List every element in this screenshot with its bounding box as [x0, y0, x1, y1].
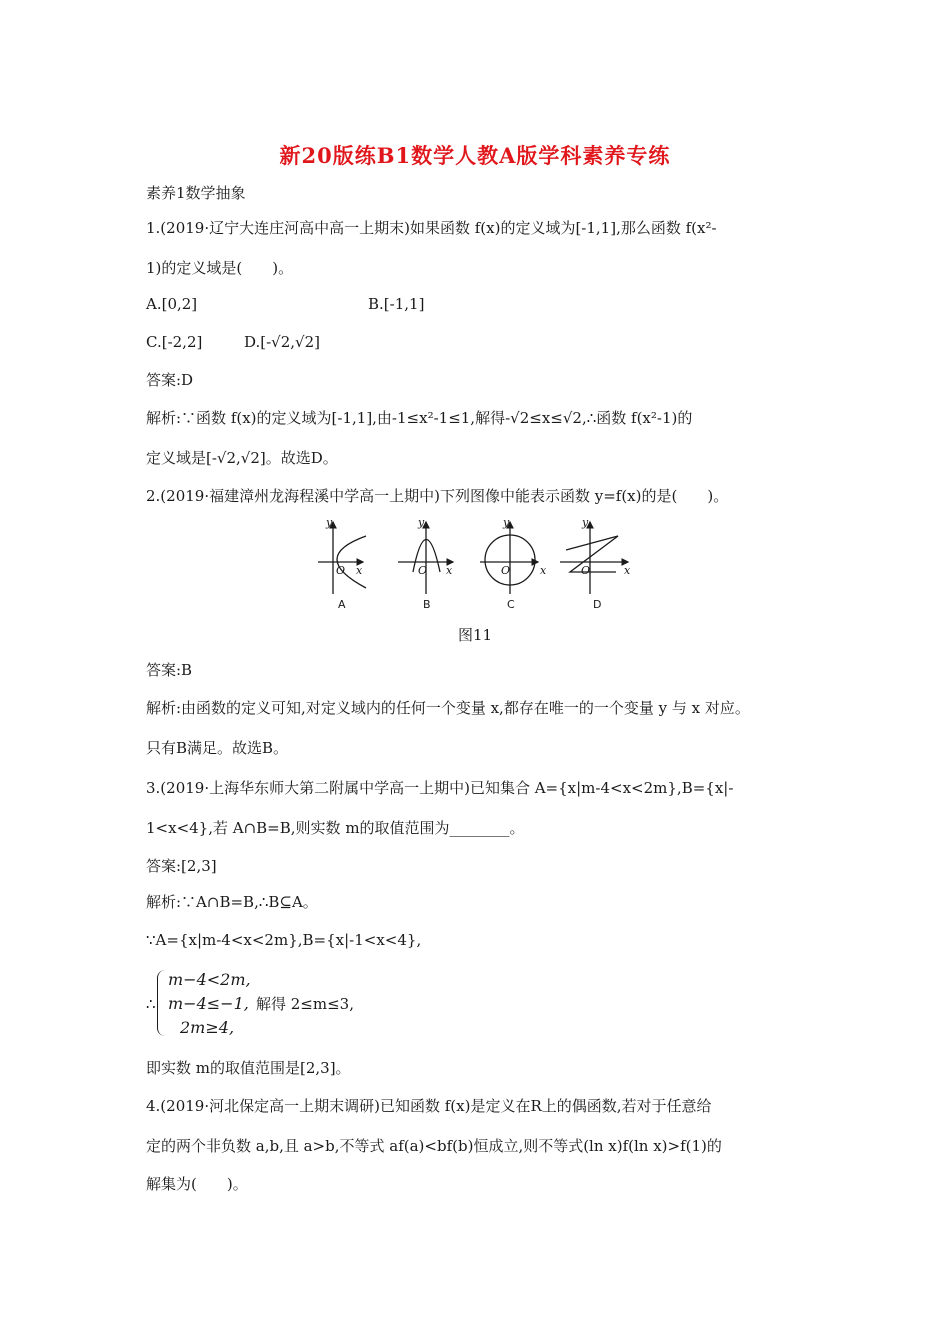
graph-c-label: C: [507, 598, 515, 611]
graph-c-x-label: x: [540, 564, 547, 577]
graph-a-origin: O: [336, 564, 346, 577]
q4-stem-line3: 解集为( )。: [146, 1175, 248, 1193]
graph-b-y-label: y: [418, 516, 425, 529]
system-eq2: m−4≤−1,: [168, 994, 249, 1013]
graph-b-origin: O: [418, 564, 428, 577]
q1-explanation-line2: 定义域是[-√2,√2]。故选D。: [146, 449, 338, 467]
system-brace: [157, 970, 168, 1036]
q2-stem: 2.(2019·福建漳州龙海程溪中学高一上期中)下列图像中能表示函数 y=f(x)的是( )。: [146, 487, 729, 505]
graph-d-y-label: y: [582, 516, 589, 529]
q3-answer: 答案:[2,3]: [146, 857, 217, 875]
q1-option-d: D.[-√2,√2]: [244, 333, 321, 351]
q1-stem-line2: 1)的定义域是( )。: [146, 259, 294, 277]
q2-explanation-line2: 只有B满足。故选B。: [146, 739, 289, 757]
system-eq1: m−4<2m,: [168, 970, 251, 989]
graph-d-x-label: x: [624, 564, 631, 577]
graph-b-x-label: x: [446, 564, 453, 577]
q4-stem-line1: 4.(2019·河北保定高一上期末调研)已知函数 f(x)是定义在R上的偶函数,若对于任意给: [146, 1097, 712, 1115]
q2-explanation-line1: 解析:由函数的定义可知,对定义域内的任何一个变量 x,都存在唯一的一个变量 y 与 x 对应。: [146, 699, 750, 717]
q1-option-c: C.[-2,2]: [146, 333, 203, 351]
system-eq3: 2m≥4,: [180, 1018, 235, 1037]
graph-a-label: A: [338, 598, 346, 611]
q1-answer: 答案:D: [146, 371, 194, 389]
therefore-symbol: ∴: [146, 995, 156, 1013]
graph-c: [480, 522, 538, 594]
q3-explanation-line2: ∵A={x|m-4<x<2m},B={x|-1<x<4},: [146, 931, 422, 949]
q1-explanation-line1: 解析:∵函数 f(x)的定义域为[-1,1],由-1≤x²-1≤1,解得-√2≤x≤√2,∴函数 f(x²-1)的: [146, 409, 693, 427]
graph-a-y-label: y: [326, 516, 333, 529]
q2-graph-figure: [298, 512, 648, 612]
graph-c-y-label: y: [503, 516, 510, 529]
section-heading: 素养1数学抽象: [146, 184, 246, 202]
q3-conclusion: 即实数 m的取值范围是[2,3]。: [146, 1059, 351, 1077]
graph-b: [398, 522, 453, 594]
document-title: 新20版练B1数学人教A版学科素养专练: [279, 143, 671, 168]
q3-explanation-line1: 解析:∵A∩B=B,∴B⊆A。: [146, 893, 318, 911]
graph-b-label: B: [423, 598, 431, 611]
graph-d-label: D: [593, 598, 602, 611]
graph-d: [560, 522, 628, 594]
q1-stem-line1: 1.(2019·辽宁大连庄河高中高一上期末)如果函数 f(x)的定义域为[-1,1],那么函数 f(x²-: [146, 219, 717, 237]
graph-a: [318, 522, 366, 594]
graph-a-x-label: x: [356, 564, 363, 577]
figure-caption: 图11: [457, 626, 493, 644]
q1-option-b: B.[-1,1]: [368, 295, 425, 313]
q2-answer: 答案:B: [146, 661, 193, 679]
q1-option-a: A.[0,2]: [146, 295, 198, 313]
q3-stem-line1: 3.(2019·上海华东师大第二附属中学高一上期中)已知集合 A={x|m-4<x<2m},B={x|-: [146, 779, 734, 797]
q4-stem-line2: 定的两个非负数 a,b,且 a>b,不等式 af(a)<bf(b)恒成立,则不等式(ln x)f(ln x)>f(1)的: [146, 1137, 722, 1155]
q3-stem-line2: 1<x<4},若 A∩B=B,则实数 m的取值范围为________。: [146, 819, 525, 837]
system-result: 解得 2≤m≤3,: [256, 995, 354, 1013]
graph-c-origin: O: [501, 564, 511, 577]
graph-d-origin: O: [581, 564, 591, 577]
